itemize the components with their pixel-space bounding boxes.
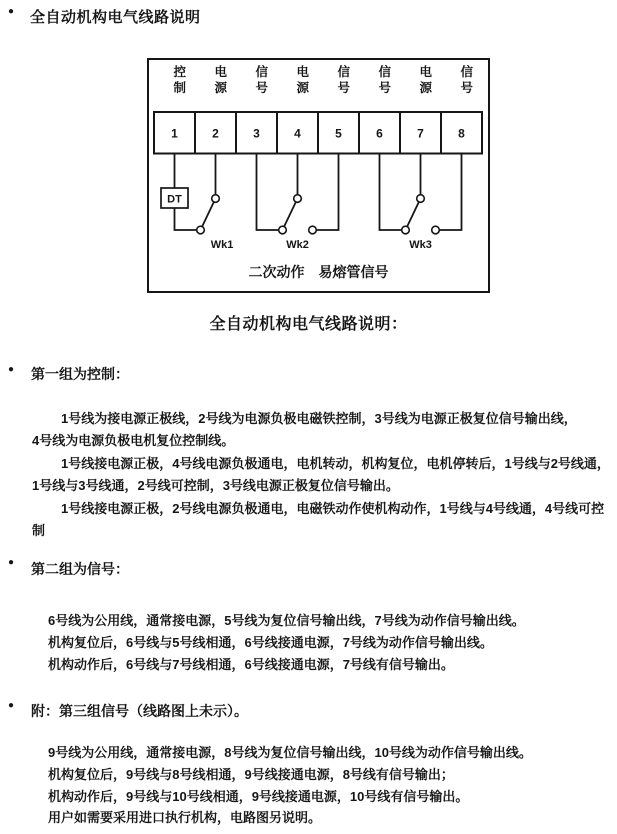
wire-terminal-5 [316, 154, 338, 231]
terminal-strip [154, 112, 482, 154]
contact-pivot-wk1 [212, 195, 220, 203]
terminal-label-3: 信号 [255, 65, 269, 95]
section-header-group1: 第一组为控制： [31, 366, 129, 382]
bullet-icon: ● [8, 364, 15, 375]
page-title: 全自动机构电气线路说明 [30, 9, 201, 26]
section-header-group3: 附：第三组信号（线路图上未示）。 [31, 703, 248, 719]
text-line: 4号线为电源负极电机复位控制线。 [32, 433, 235, 449]
section-group3-body [32, 742, 607, 829]
switch-label-wk1: Wk1 [210, 239, 234, 251]
dt-label: DT [167, 193, 182, 206]
section-group2-body [32, 610, 607, 675]
terminal-number-4: 4 [294, 126, 301, 141]
wire-terminal-8 [439, 154, 461, 231]
text-line: 机构动作后，9号线与10号线相通，9号线接通电源，10号线有信号输出。 [48, 788, 469, 804]
diagram-caption: 二次动作 易熔管信号 [248, 264, 389, 280]
text-line: 9号线为公用线，通常接电源，8号线为复位信号输出线，10号线为动作信号输出线。 [48, 745, 532, 760]
contact-open-wk2 [309, 226, 317, 234]
bullet-icon: ● [8, 6, 15, 17]
text-line: 机构动作后，6号线与7号线相通，6号线接通电源，7号线有信号输出。 [48, 656, 454, 672]
switch-label-wk2: Wk2 [286, 239, 309, 251]
contact-closed-wk1 [197, 226, 205, 234]
text-line: 机构复位后，6号线与5号线相通，6号线接通电源，7号线为动作信号输出线。 [48, 634, 493, 650]
text-line: 1号线为接电源正极线，2号线为电源负极电磁铁控制，3号线为电源正极复位信号输出线， [61, 411, 577, 426]
terminal-number-8: 8 [458, 126, 465, 141]
contact-pivot-wk2 [294, 195, 302, 203]
switch-label-wk3: Wk3 [409, 239, 432, 251]
text-line: 机构复位后，9号线与8号线相通，9号线接通电源，8号线有信号输出； [48, 766, 454, 782]
center-heading: 全自动机构电气线路说明： [209, 316, 408, 333]
terminal-number-5: 5 [335, 126, 342, 141]
text-line: 1号线与3号线通，2号线可控制，3号线电源正极复位信号输出。 [32, 478, 399, 494]
bullet-icon: ● [8, 557, 15, 568]
terminal-label-7: 电源 [419, 65, 433, 95]
terminal-label-2: 电源 [214, 65, 228, 95]
terminal-number-1: 1 [171, 126, 178, 141]
wire-terminal-3 [257, 154, 279, 231]
terminal-number-3: 3 [253, 126, 260, 141]
terminal-label-6: 信号 [378, 65, 392, 95]
text-line: 1号线接电源正极，2号线电源负极通电，电磁铁动作使机构动作，1号线与4号线通，4号线可控 [61, 500, 605, 516]
text-line: 1号线接电源正极，4号线电源负极通电，电机转动，机构复位，电机停转后，1号线与2号线通， [61, 455, 610, 471]
switch-lever-wk2 [284, 202, 296, 227]
contact-pivot-wk3 [417, 195, 425, 203]
contact-closed-wk3 [402, 226, 410, 234]
text-line: 6号线为公用线，通常接电源，5号线为复位信号输出线，7号线为动作信号输出线。 [48, 613, 525, 628]
terminal-label-5: 信号 [337, 65, 351, 95]
bullet-icon: ● [8, 700, 15, 711]
switch-lever-wk3 [407, 202, 419, 227]
contact-open-wk3 [432, 226, 440, 234]
text-line: 用户如需要采用进口执行机构，电路图另说明。 [48, 810, 322, 826]
terminal-number-7: 7 [417, 126, 424, 141]
switch-lever-wk1 [202, 202, 214, 227]
contact-closed-wk2 [279, 226, 287, 234]
terminal-number-6: 6 [376, 126, 383, 141]
diagram-svg [147, 58, 490, 293]
section-header-group2: 第二组为信号： [31, 561, 129, 577]
diagram-outer-border [148, 59, 489, 292]
terminal-label-8: 信号 [460, 65, 474, 95]
wire-terminal-6 [380, 154, 402, 231]
terminal-label-1: 控制 [173, 65, 187, 95]
section-group1-body [32, 408, 610, 542]
wire-dt-to-contact [175, 208, 197, 230]
terminal-label-4: 电源 [296, 65, 310, 95]
terminal-number-2: 2 [212, 126, 219, 141]
text-line: 制 [32, 523, 46, 539]
circuit-diagram [147, 58, 490, 293]
